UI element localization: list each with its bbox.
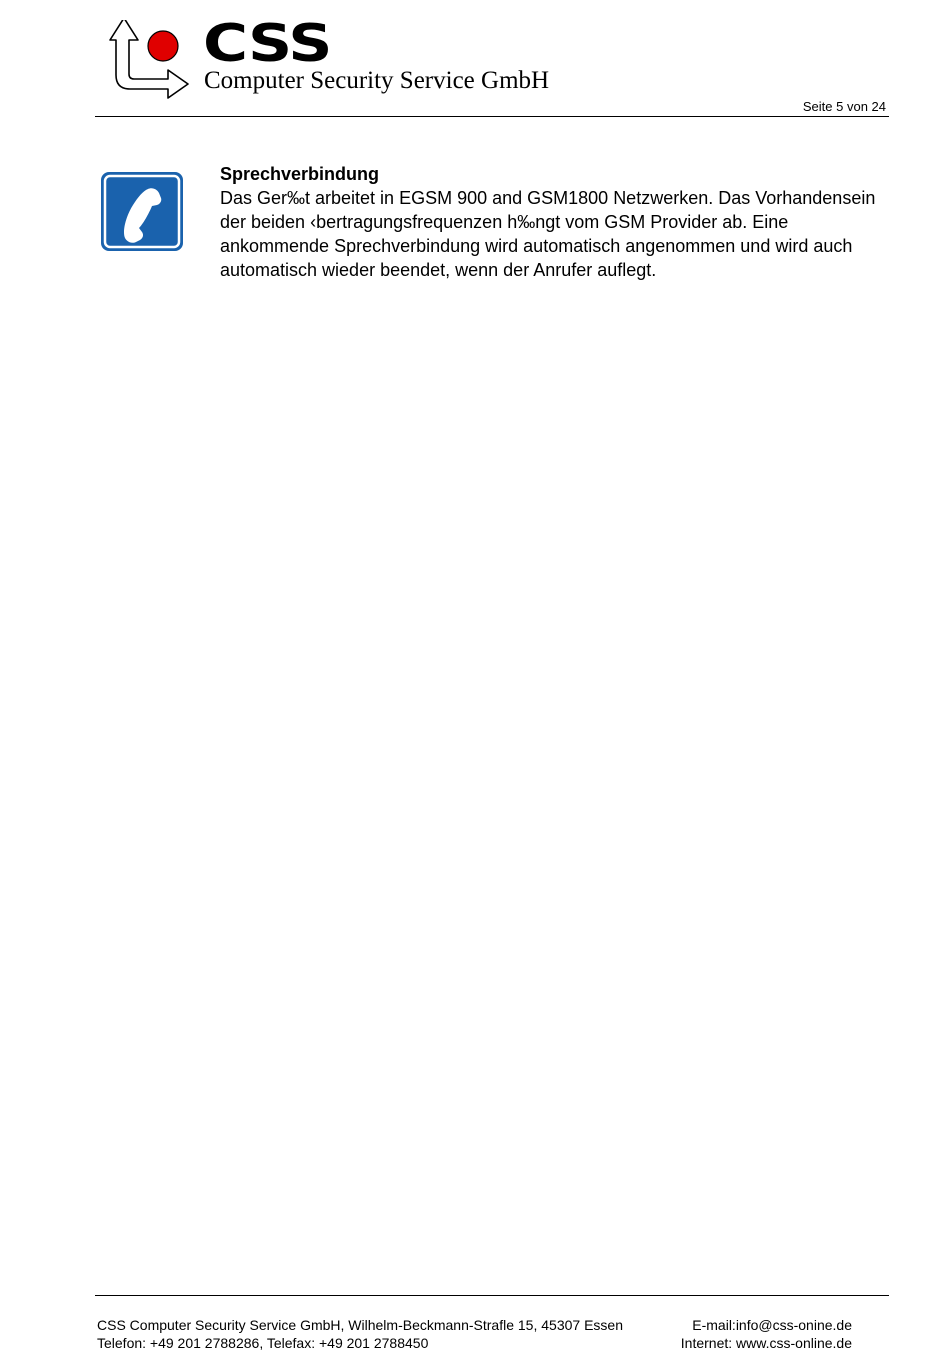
- company-name: Computer Security Service GmbH: [204, 67, 550, 94]
- footer-divider: [95, 1295, 889, 1296]
- footer-email: E-mail:info@css-onine.de: [692, 1317, 852, 1333]
- footer-contact: [97, 1316, 623, 1352]
- section-content: [220, 162, 890, 282]
- footer-internet: Internet: www.css-online.de: [680, 1335, 852, 1351]
- footer-online: [681, 1316, 852, 1352]
- brand-mark: CSS: [203, 14, 332, 74]
- company-logo-icon: [108, 20, 190, 100]
- phone-icon: [100, 171, 184, 252]
- section-body: Das Ger‰t arbeitet in EGSM 900 and GSM1800 Netzwerken. Das Vorhandensein der beiden ‹bertragungsfrequenzen h‰ngt vom GSM Provider ab. Eine ankommende Sprechverbindung wird automatisch angenommen und wird auch automatisch wieder beendet, wenn der Anrufer auflegt.: [220, 188, 876, 280]
- footer-address: CSS Computer Security Service GmbH, Wilhelm-Beckmann-Strafle 15, 45307 Essen: [97, 1317, 623, 1333]
- footer-phone: Telefon: +49 201 2788286, Telefax: +49 201 2788450: [97, 1335, 429, 1351]
- header-divider: [95, 116, 889, 117]
- section-heading: Sprechverbindung: [220, 164, 380, 184]
- page-number: Seite 5 von 24: [802, 99, 886, 114]
